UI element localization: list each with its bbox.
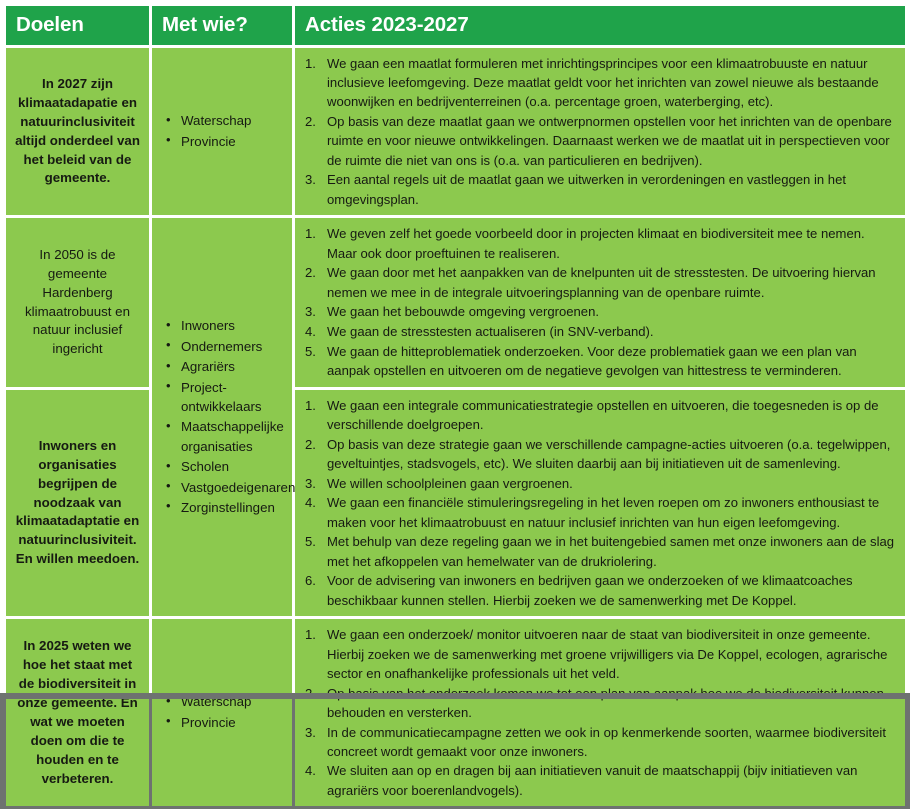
list-item: Op basis van het onderzoek komen we tot een plan van aanpak hoe we de biodiversiteit kunnen behouden en versterken.	[299, 684, 897, 722]
list-item: • Zorginstellingen	[164, 498, 288, 517]
list-item: In de communicatiecampagne zetten we ook in op kenmerkende soorten, waarmee biodiversiteit concreet wordt gemaakt voor onze inwoners.	[299, 723, 897, 761]
list-item: We gaan de hitteproblematiek onderzoeken. Voor deze problematiek gaan we een plan van aanpak opstellen en uitvoeren om de negatieve gevolgen van hittestress te verminderen.	[299, 342, 897, 380]
actions-cell	[295, 390, 905, 617]
bottom-edge-strip	[0, 693, 910, 699]
list-item: • Provincie	[164, 132, 288, 151]
goal-cell: Inwoners en organisaties begrijpen de noodzaak van klimaatadaptatie en natuurinclusiviteit. En willen meedoen.	[6, 390, 149, 617]
list-item: • Agrariërs	[164, 357, 288, 376]
partners-cell	[152, 48, 292, 215]
list-item: • Maatschappelijke organisaties	[164, 417, 288, 456]
actions-list	[299, 224, 897, 380]
list-item: • Scholen	[164, 457, 288, 476]
column-header-doelen: Doelen	[6, 6, 149, 45]
list-item: Op basis van deze maatlat gaan we ontwerpnormen opstellen voor het inrichten van de openbare ruimte en voor nieuwe ontwikkelingen. Daarnaast werken we de maatlat uit in perspectieven voor de ruimte die niet van ons is (o.a. van particulieren en bedrijven).	[299, 112, 897, 170]
list-item: Voor de advisering van inwoners en bedrijven gaan we onderzoeken of we klimaatcoaches beschikbaar kunnen stellen. Hierbij zoeken we de samenwerking met De Koppel.	[299, 571, 897, 609]
list-item: We willen schoolpleinen gaan vergroenen.	[299, 474, 897, 493]
list-item: We gaan de stresstesten actualiseren (in SNV-verband).	[299, 322, 897, 341]
list-item: • Inwoners	[164, 316, 288, 335]
goal-cell: In 2027 zijn klimaatadapatie en natuurinclusiviteit altijd onderdeel van het beleid van de gemeente.	[6, 48, 149, 215]
list-item: We gaan door met het aanpakken van de knelpunten uit de stresstesten. De uitvoering hiervan nemen we mee in de integrale uitvoeringsplanning van de openbare ruimte.	[299, 263, 897, 301]
list-item: Op basis van deze strategie gaan we verschillende campagne-acties uitvoeren (o.a. tegelwippen, geveltuintjes, stadsvogels, etc). We sluiten daarbij aan bij initiatieven uit de samenleving.	[299, 435, 897, 473]
table-row	[6, 218, 905, 386]
list-item: • Vastgoedeigenaren	[164, 478, 288, 497]
table-row	[6, 48, 905, 215]
list-item: • Waterschap	[164, 692, 288, 711]
actions-list	[299, 54, 897, 209]
goal-cell: In 2050 is de gemeente Hardenberg klimaatrobuust en natuur inclusief ingericht	[6, 218, 149, 386]
list-item: We gaan een maatlat formuleren met inrichtingsprincipes voor een klimaatrobuuste en natuur inclusieve leefomgeving. Deze maatlat geldt voor het inrichten van zowel nieuwe als bestaande woonwijken en bedrijventerreinen (o.a. percentage groen, waterberging, etc).	[299, 54, 897, 112]
actions-cell	[295, 48, 905, 215]
partners-cell-merged	[152, 218, 292, 616]
column-header-acties: Acties 2023-2027	[295, 6, 905, 45]
list-item: • Project-ontwikkelaars	[164, 378, 288, 417]
actions-list	[299, 625, 897, 800]
goals-table	[3, 3, 908, 809]
list-item: Een aantal regels uit de maatlat gaan we uitwerken in verordeningen en vastleggen in het omgevingsplan.	[299, 170, 897, 208]
table-header-row	[6, 6, 905, 45]
list-item: We gaan een financiële stimuleringsregeling in het leven roepen om zo inwoners enthousiast te maken voor het klimaatrobuust en natuur inclusief inrichten van hun eigen leefomgeving.	[299, 493, 897, 531]
list-item: We gaan een integrale communicatiestrategie opstellen en uitvoeren, die toegesneden is op de verschillende doelgroepen.	[299, 396, 897, 434]
list-item: We gaan een onderzoek/ monitor uitvoeren naar de staat van biodiversiteit in onze gemeente. Hierbij zoeken we de samenwerking met groene vrijwilligers via De Koppel, ecologen, agrarische sector en onafhankelijke professionals uit het veld.	[299, 625, 897, 683]
list-item: We geven zelf het goede voorbeeld door in projecten klimaat en biodiversiteit mee te nemen. Maar ook door proeftuinen te realiseren.	[299, 224, 897, 262]
list-item: We gaan het bebouwde omgeving vergroenen.	[299, 302, 897, 321]
table-row	[6, 619, 905, 806]
column-header-met-wie: Met wie?	[152, 6, 292, 45]
actions-cell	[295, 619, 905, 806]
list-item: • Waterschap	[164, 111, 288, 130]
list-item: Met behulp van deze regeling gaan we in het buitengebied samen met onze inwoners aan de slag met het afkoppelen van hemelwater van de drukriolering.	[299, 532, 897, 570]
list-item: We sluiten aan op en dragen bij aan initiatieven vanuit de maatschappij (bijv initiatieven van agrariërs voor boerenlandvogels).	[299, 761, 897, 799]
list-item: • Ondernemers	[164, 337, 288, 356]
actions-cell	[295, 218, 905, 386]
goal-cell: In 2025 weten we hoe het staat met de biodiversiteit in onze gemeente. En wat we moeten doen om die te houden en te verbeteren.	[6, 619, 149, 806]
partners-cell	[152, 619, 292, 806]
actions-list	[299, 396, 897, 610]
partners-list	[164, 316, 288, 517]
partners-list	[164, 111, 288, 151]
list-item: • Provincie	[164, 713, 288, 732]
table-row	[6, 390, 905, 617]
